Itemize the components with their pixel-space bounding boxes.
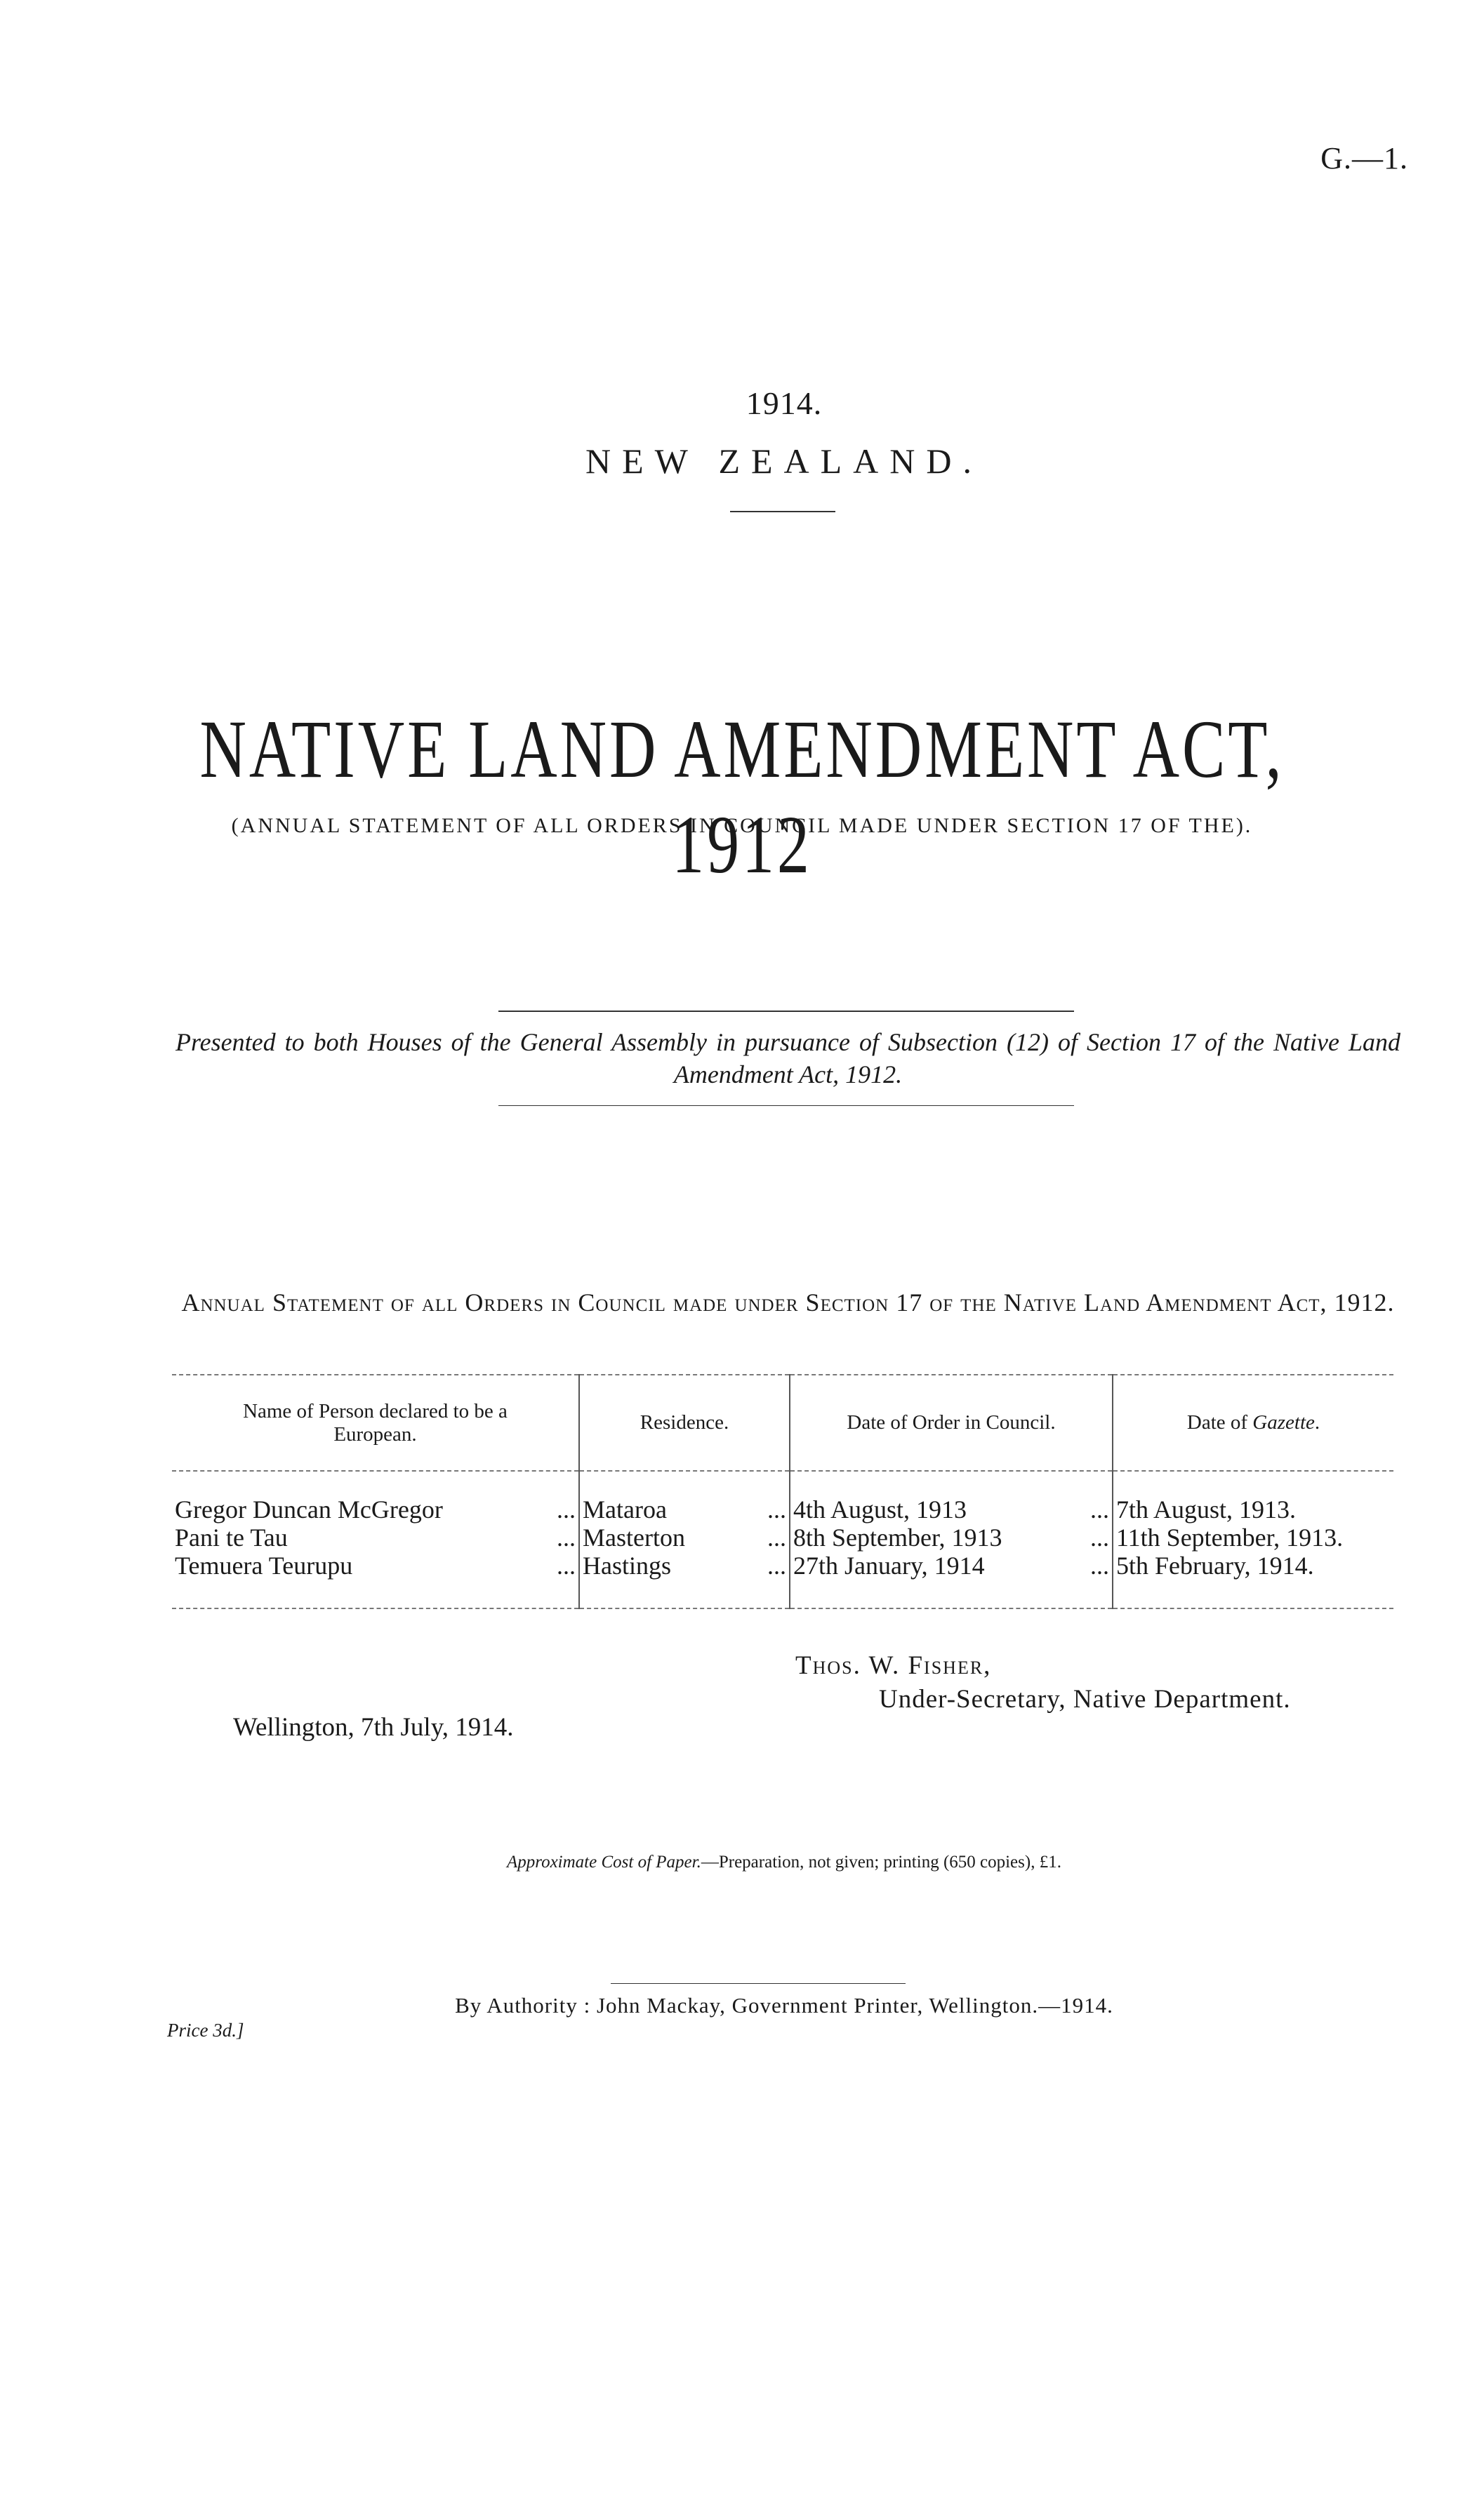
name-text: Temuera Teurupu	[175, 1552, 353, 1580]
header-gazette-suffix: .	[1314, 1411, 1320, 1434]
presented-rule-bottom	[498, 1105, 1074, 1106]
country: NEW ZEALAND.	[585, 441, 983, 481]
signatory-name: Thos. W. Fisher,	[795, 1651, 992, 1680]
leader-dots: ...	[557, 1495, 576, 1524]
row-order-date	[790, 1524, 1113, 1552]
row-gazette-date: 7th August, 1913.	[1113, 1471, 1393, 1524]
signatory-title: Under-Secretary, Native Department.	[879, 1685, 1291, 1714]
row-residence	[579, 1471, 790, 1524]
statement-heading: Annual Statement of all Orders in Council made under Section 17 of the Native Land Amendment Act, 1912.	[181, 1288, 1395, 1316]
table-row	[172, 1524, 1393, 1552]
row-order-date	[790, 1552, 1113, 1608]
residence-text: Masterton	[583, 1524, 685, 1552]
row-gazette-date: 11th September, 1913.	[1113, 1524, 1393, 1552]
document-subtitle: (ANNUAL STATEMENT OF ALL ORDERS IN COUNCIL MADE UNDER SECTION 17 OF THE).	[231, 814, 1253, 837]
order-date-text: 8th September, 1913	[793, 1524, 1002, 1552]
document-reference: G.—1.	[1320, 141, 1408, 175]
name-text: Pani te Tau	[175, 1524, 288, 1552]
table-row	[172, 1552, 1393, 1608]
header-gazette-italic: Gazette	[1252, 1411, 1315, 1434]
row-order-date	[790, 1471, 1113, 1524]
residence-text: Mataroa	[583, 1495, 667, 1524]
row-name	[172, 1471, 579, 1524]
table-header-row	[172, 1375, 1393, 1471]
orders-table	[172, 1374, 1393, 1609]
masthead-divider	[730, 511, 835, 512]
row-name	[172, 1524, 579, 1552]
header-order-date: Date of Order in Council.	[790, 1375, 1113, 1471]
header-gazette-date	[1113, 1375, 1393, 1471]
place-and-date: Wellington, 7th July, 1914.	[233, 1713, 514, 1742]
year: 1914.	[746, 385, 823, 421]
cost-label: Approximate Cost of Paper.	[507, 1853, 701, 1872]
leader-dots: ...	[767, 1524, 786, 1552]
presented-rule-top	[498, 1011, 1074, 1012]
printer-imprint: By Authority : John Mackay, Government Printer, Wellington.—1914.	[455, 1993, 1113, 2018]
row-gazette-date: 5th February, 1914.	[1113, 1552, 1393, 1608]
leader-dots: ...	[767, 1495, 786, 1524]
residence-text: Hastings	[583, 1552, 671, 1580]
row-residence	[579, 1524, 790, 1552]
leader-dots: ...	[1090, 1552, 1109, 1580]
header-name: Name of Person declared to be a European.	[172, 1375, 579, 1471]
printer-rule	[611, 1983, 906, 1984]
order-date-text: 27th January, 1914	[793, 1552, 985, 1580]
presented-note: Presented to both Houses of the General Assembly in pursuance of Subsection (12) of Section 17 of the Native Land Amendment Act, 1912.	[175, 1028, 1400, 1088]
header-gazette-prefix: Date of	[1186, 1411, 1253, 1434]
leader-dots: ...	[1090, 1495, 1109, 1524]
table-row	[172, 1471, 1393, 1524]
leader-dots: ...	[557, 1524, 576, 1552]
order-date-text: 4th August, 1913	[793, 1495, 967, 1524]
leader-dots: ...	[1090, 1524, 1109, 1552]
cost-text: —Preparation, not given; printing (650 copies), £1.	[701, 1853, 1061, 1872]
leader-dots: ...	[767, 1552, 786, 1580]
header-residence: Residence.	[579, 1375, 790, 1471]
row-residence	[579, 1552, 790, 1608]
name-text: Gregor Duncan McGregor	[175, 1495, 443, 1524]
cost-note	[42, 1853, 1484, 1872]
document-title: NATIVE LAND AMENDMENT ACT, 1912	[199, 703, 1285, 891]
price: Price 3d.]	[167, 2020, 244, 2041]
row-name	[172, 1552, 579, 1608]
leader-dots: ...	[557, 1552, 576, 1580]
